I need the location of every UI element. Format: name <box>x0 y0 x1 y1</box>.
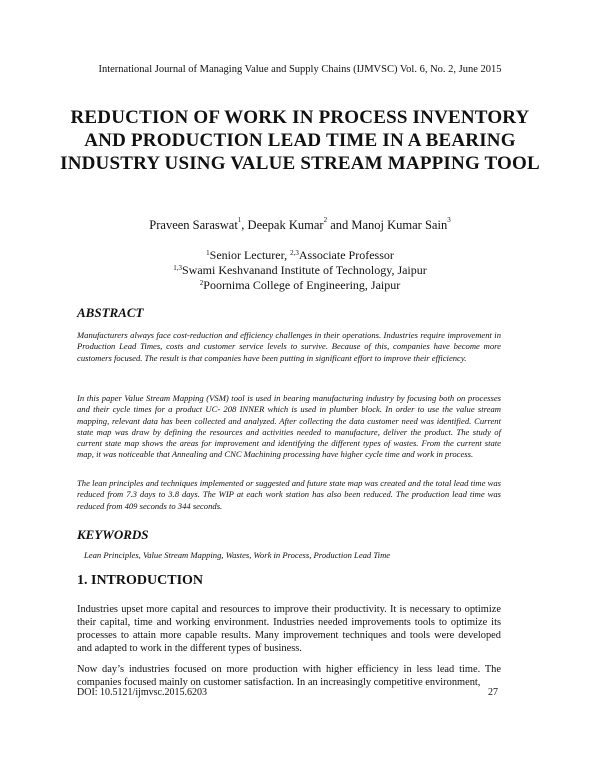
introduction-paragraph: Industries upset more capital and resources to improve their productivity. It is necessary to optimize their capital, time and working environment. Industries needed improvements tools to optimize its processes to attain more capable results. Many improvement techniques and tools were developed and adapted to work in the different types of business. <box>77 604 501 655</box>
author-superscript: 2 <box>323 216 328 224</box>
affiliation-superscript: 2,3 <box>290 249 299 257</box>
affiliation-text: Swami Keshvanand Institute of Technology, Jaipur <box>181 263 427 277</box>
journal-header: International Journal of Managing Value and Supply Chains (IJMVSC) Vol. 6, No. 2, June 2015 <box>98 64 502 75</box>
affiliation-superscript: 2 <box>199 279 204 287</box>
affiliation-line <box>0 248 600 263</box>
author-name: Manoj Kumar Sain <box>351 218 448 232</box>
abstract-paragraph: The lean principles and techniques implemented or suggested and future state map was created and the total lead time was reduced from 7.3 days to 3.8 days. The WIP at each work station has also been reduced. The production lead time was reduced from 409 seconds to 344 seconds. <box>77 478 501 511</box>
affiliation-line <box>0 278 600 293</box>
author-superscript: 1 <box>237 216 242 224</box>
affiliation-superscript: 1,3 <box>173 264 182 272</box>
author-name: Deepak Kumar <box>247 218 324 232</box>
author-separator: , <box>241 218 248 232</box>
affiliation-text: Poornima College of Engineering, Jaipur <box>203 278 401 292</box>
author-separator: and <box>327 218 352 232</box>
affiliation-text: Associate Professor <box>298 248 394 262</box>
introduction-heading: 1. INTRODUCTION <box>77 573 204 588</box>
abstract-paragraph: Manufacturers always face cost-reduction and efficiency challenges in their operations. Industries require improvement in Production Lead Times, costs and customer service levels to survive. Because of this, companies have become more customers focused. The result is that companies have been putting in significant effort to improve their efficiency. <box>77 330 501 363</box>
keywords-heading: KEYWORDS <box>77 527 149 542</box>
paper-title: REDUCTION OF WORK IN PROCESS INVENTORY AND PRODUCTION LEAD TIME IN A BEARING INDUSTRY USING VALUE STREAM MAPPING TOOL <box>60 107 540 174</box>
page-number: 27 <box>488 687 498 698</box>
author-line <box>0 218 600 233</box>
affiliation-superscript: 1 <box>206 249 210 257</box>
abstract-paragraph: In this paper Value Stream Mapping (VSM) tool is used in bearing manufacturing industry by focusing both on processes and their cycle times for a product UC- 208 INNER which is used in plumber block. In order to use the value stream mapping, relevant data has been collected and analyzed. After collecting the data customer need was identified. Current state map was draw by defining the resources and activities needed to manufacture, deliver the product. The study of current state map shows the areas for improvement and identifying the different types of wastes. From the current state map, it was noticeable that Annealing and CNC Machining processing have higher cycle time and work in process. <box>77 393 501 460</box>
doi-footer: DOI: 10.5121/ijmvsc.2015.6203 <box>77 687 207 698</box>
introduction-paragraph: Now day’s industries focused on more production with higher efficiency in less lead time. The companies focused mainly on customer satisfaction. In an increasingly competitive environment, <box>77 664 501 689</box>
author-name: Praveen Saraswat <box>149 218 238 232</box>
abstract-heading: ABSTRACT <box>77 305 144 320</box>
author-superscript: 3 <box>447 216 451 224</box>
keywords-text: Lean Principles, Value Stream Mapping, Wastes, Work in Process, Production Lead Time <box>84 550 391 560</box>
affiliation-line <box>0 263 600 278</box>
affiliation-text: Senior Lecturer, <box>209 248 291 262</box>
